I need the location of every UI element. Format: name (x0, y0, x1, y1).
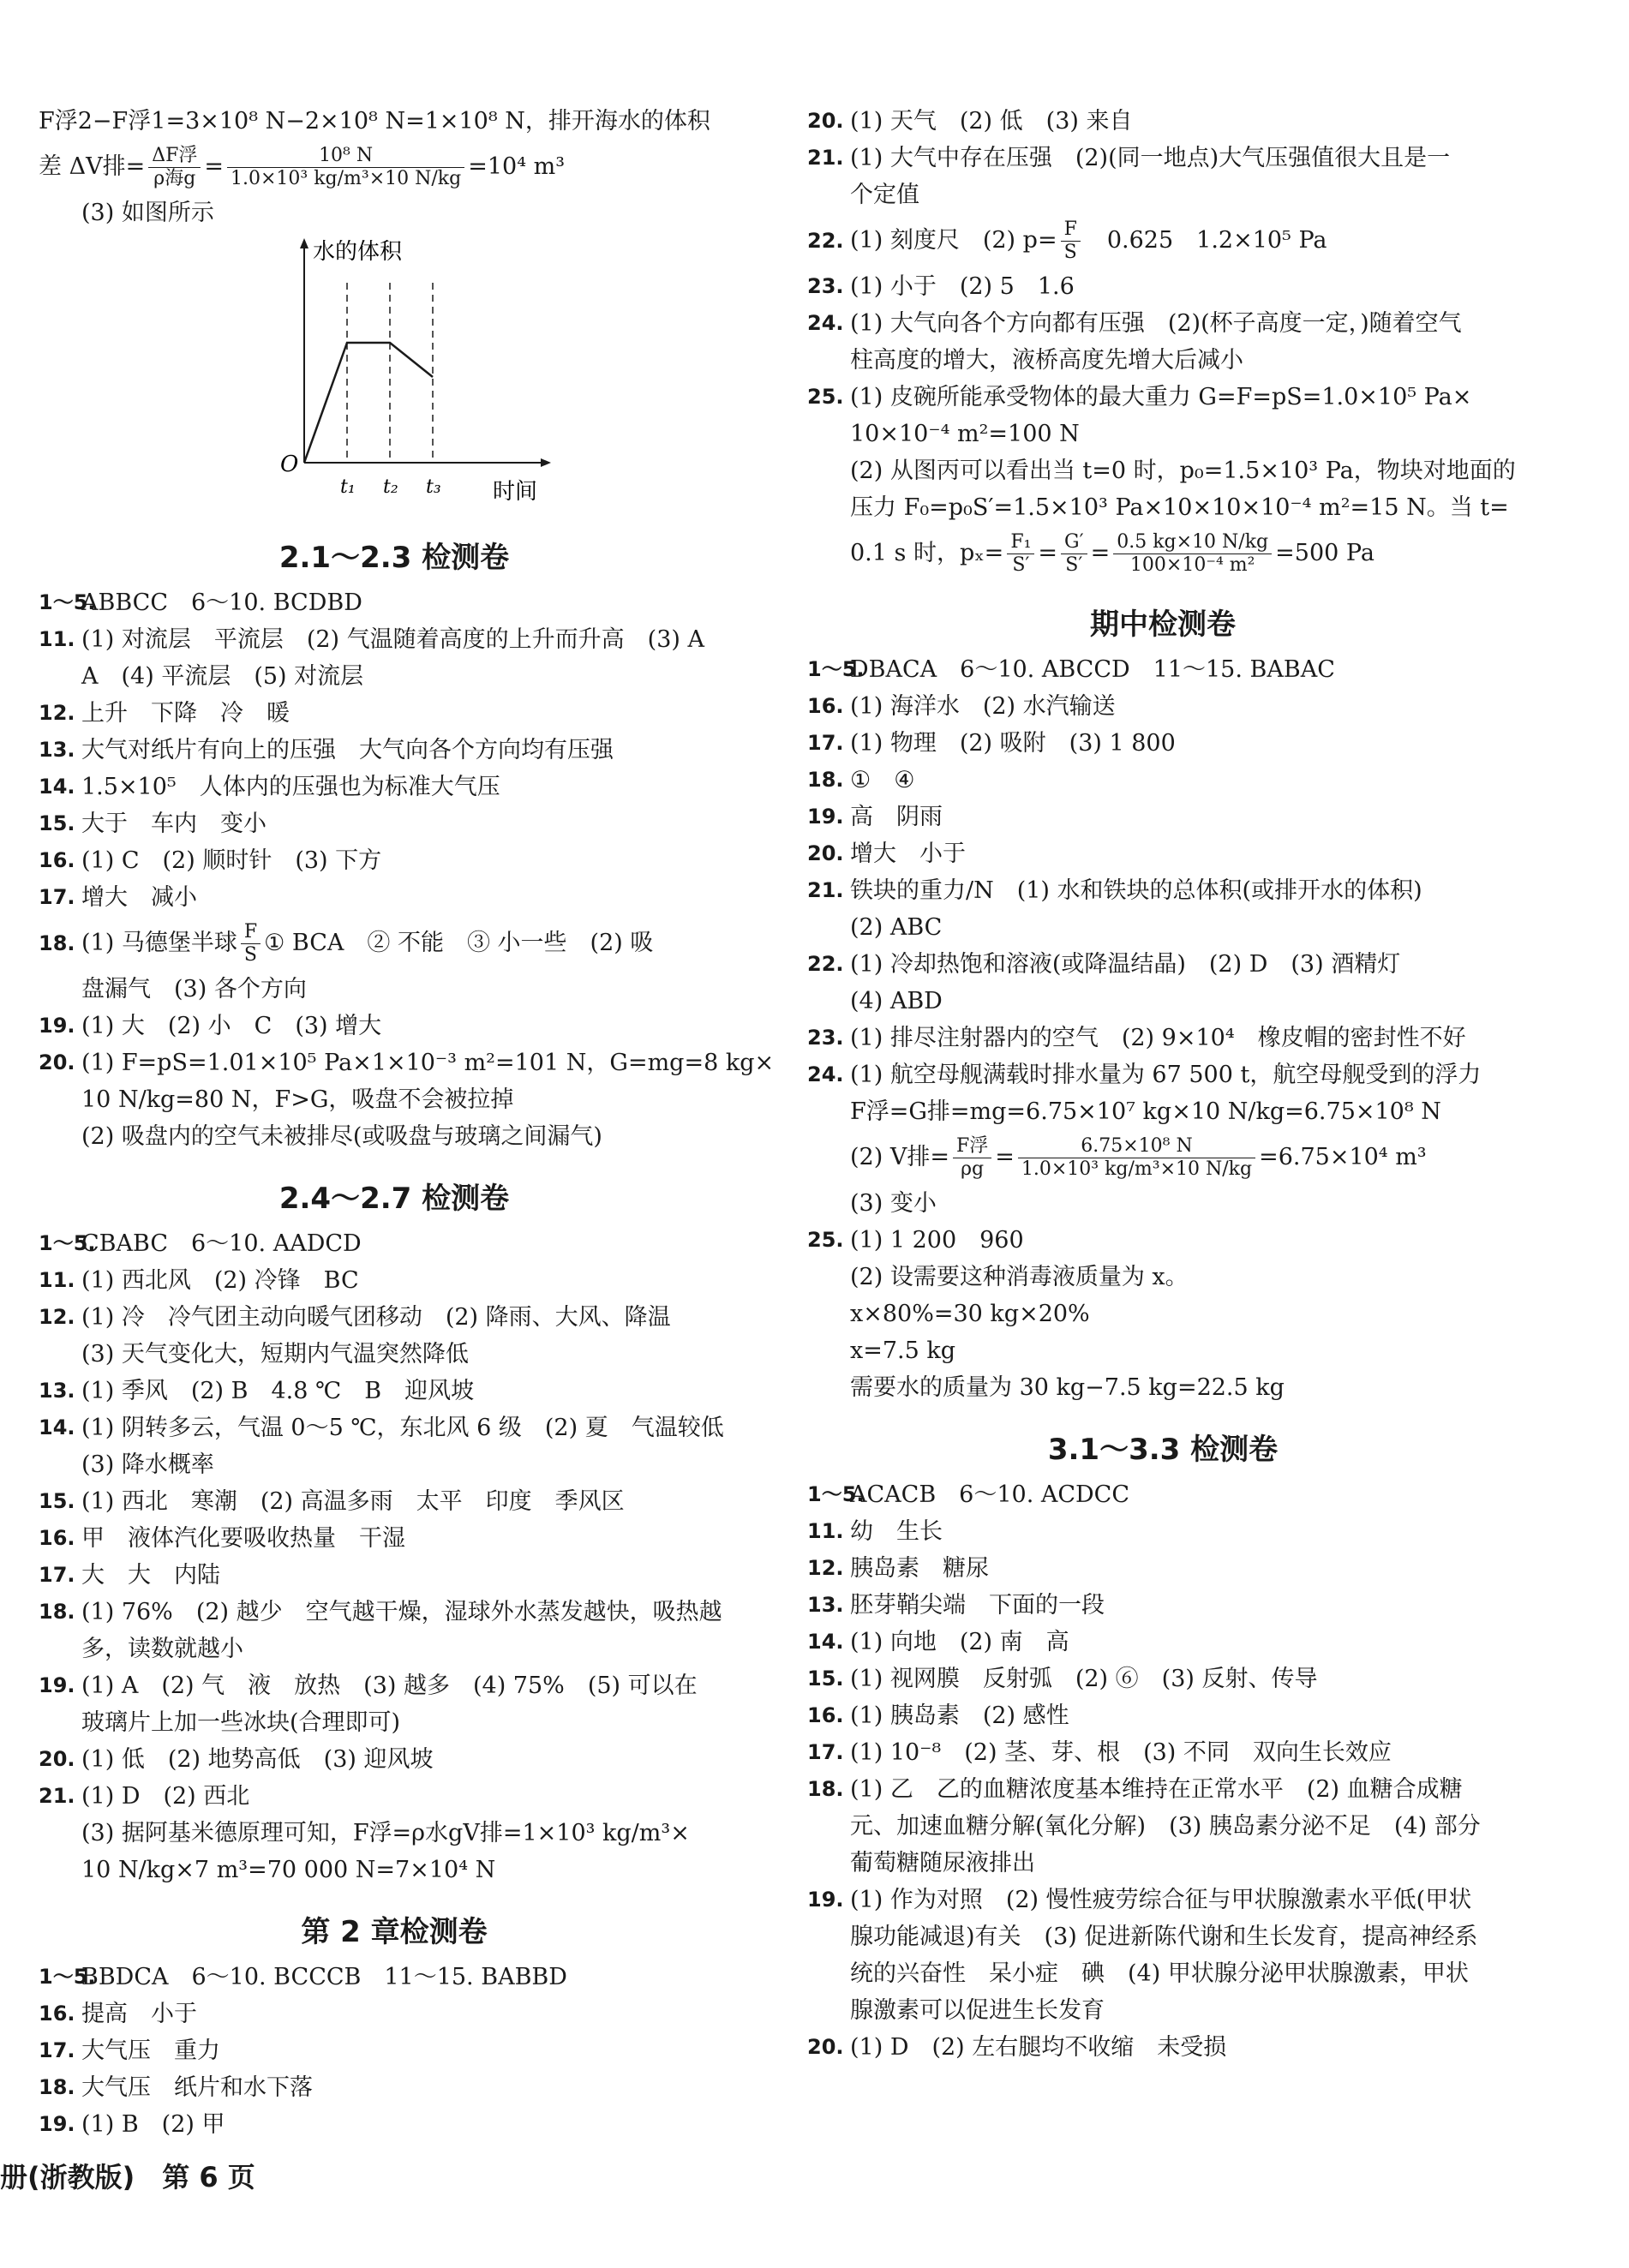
answer-item: 1～5. BBDCA 6～10. BCCCB 11～15. BABBD (39, 1964, 567, 1990)
answer-item: 17. 大 大 内陆 (39, 1562, 220, 1589)
answer-item: 19. (1) 作为对照 (2) 慢性疲劳综合征与甲状腺激素水平低(甲状 腺功能减退)有关 (3) 促进新陈代谢和生长发育，提高神经系 统的兴奋性 呆小症 碘 (4) 甲状腺分泌甲状腺激素，甲状 腺激素可以促进生长发育 (807, 1887, 1478, 2024)
answer-item: 19. (1) 大 (2) 小 C (3) 增大 (39, 1013, 382, 1039)
answer-item: 11. 幼 生长 (807, 1518, 943, 1545)
section-title: 期中检测卷 (1090, 607, 1236, 642)
answer-item: 16. (1) 海洋水 (2) 水汽输送 (807, 693, 1116, 720)
section-title: 3.1～3.3 检测卷 (1047, 1433, 1279, 1467)
answer-item: 23. (1) 小于 (2) 5 1.6 (807, 273, 1075, 300)
water-volume-graph (39, 231, 750, 514)
delta-v-equation: 差 ΔV排= $\frac{\text{ΔF浮}}{\text{ρ海g}}$ = $\frac{\text{10⁸ N}}{\text{1.0×10³ kg/m³×10 N/kg}}$ =10⁴ m³ (39, 145, 566, 189)
answer-item: 24. (1) 大气向各个方向都有压强 (2)(杯子高度一定，)随着空气 柱高度的增大，液桥高度先增大后减小 (807, 310, 1462, 374)
answer-item: 15. (1) 西北 寒潮 (2) 高温多雨 太平 印度 季风区 (39, 1488, 625, 1515)
answer-item: 25. (1) 皮碗所能承受物体的最大重力 G=F=pS=1.0×10⁵ Pa× 10×10⁻⁴ m²=100 N (2) 从图丙可以看出当 t=0 时，p₀=1.5×10³ Pa，物块对地面的 压力 F₀=p₀S′=1.5×10³ Pa×10×10×10⁻⁴ m²=15 N。当 t= (807, 384, 1516, 521)
section-chapter-2 (39, 1906, 750, 2143)
answer-item: 14. (1) 阴转多云，气温 0～5 ℃，东北风 6 级 (2) 夏 气温较低 (3) 降水概率 (39, 1415, 724, 1478)
answer-item: 18. (1) 76% (2) 越少 空气越干燥，湿球外水蒸发越快，吸热越 多，读数就越小 (39, 1599, 722, 1662)
answer-item-24-volume: (2) V排= $\frac{\text{F浮}}{\rho g}$ = $\frac{\text{6.75×10⁸ N}}{\text{1.0×10³ kg/m³×10 N/kg}}$ =6.75×10⁴ m³ (850, 1135, 1427, 1180)
volume-curve (304, 343, 433, 463)
answer-item: 14. (1) 向地 (2) 南 高 (807, 1629, 1069, 1655)
answer-item: 19. 高 阴雨 (807, 804, 943, 830)
answer-item: 12. (1) 冷 冷气团主动向暖气团移动 (2) 降雨、大风、降温 (3) 天气变化大，短期内气温突然降低 (39, 1304, 671, 1367)
answer-item: 17. 增大 减小 (39, 884, 197, 911)
section-3-1-3-3 (807, 1423, 1518, 2066)
answer-item: 17. (1) 10⁻⁸ (2) 茎、芽、根 (3) 不同 双向生长效应 (807, 1739, 1392, 1766)
answer-item: 20. (1) 天气 (2) 低 (3) 来自 (807, 108, 1133, 135)
answer-item: 17. 大气压 重力 (39, 2038, 220, 2064)
y-axis-arrow (300, 238, 308, 248)
answer-item: 1～5. ACACB 6～10. ACDCC (807, 1481, 1129, 1508)
answer-item: 11. (1) 西北风 (2) 冷锋 BC (39, 1267, 359, 1294)
answer-item: 16. 提高 小于 (39, 2001, 197, 2027)
answer-item: 13. 大气对纸片有向上的压强 大气向各个方向均有压强 (39, 737, 614, 763)
answer-item: 16. (1) 胰岛素 (2) 感性 (807, 1702, 1069, 1729)
answer-item: 16. 甲 液体汽化要吸收热量 干湿 (39, 1525, 405, 1552)
answer-item: 20. (1) F=pS=1.01×10⁵ Pa×1×10⁻³ m²=101 N，G=mg=8 kg× 10 N/kg=80 N，F>G，吸盘不会被拉掉 (2) 吸盘内的空气未被排尽(或吸盘与玻璃之间漏气) (39, 1050, 775, 1150)
answer-item: 25. (1) 1 200 960 (2) 设需要这种消毒液质量为 x。 x×80%=30 kg×20% x=7.5 kg 需要水的质量为 30 kg−7.5 kg=22.5 kg (807, 1227, 1285, 1401)
answer-item: 1～5. DBACA 6～10. ABCCD 11～15. BABAC (807, 656, 1335, 683)
answer-item: 11. (1) 对流层 平流层 (2) 气温随着高度的上升而升高 (3) A A (4) 平流层 (5) 对流层 (39, 626, 704, 690)
answer-item-24-end: (3) 变小 (850, 1190, 937, 1217)
section-title: 2.1～2.3 检测卷 (278, 541, 510, 575)
answer-item: 16. (1) C (2) 顺时针 (3) 下方 (39, 847, 382, 874)
answer-item: 13. (1) 季风 (2) B 4.8 ℃ B 迎风坡 (39, 1378, 475, 1404)
answer-item-25-formula: 0.1 s 时，pₓ= $\frac{\text{F₁}}{S'}$ = $\frac{G'}{S'}$ = $\frac{0.5 kg\times 10 N/kg}{\text{100×10⁻⁴ m²}}$ =500 Pa (850, 531, 1374, 576)
intro-line-1: F浮2−F浮1=3×10⁸ N−2×10⁸ N=1×10⁸ N，排开海水的体积 (39, 108, 710, 135)
answer-item: 19. (1) B (2) 甲 (39, 2111, 225, 2138)
graph-svg (278, 231, 570, 514)
section-title: 第 2 章检测卷 (301, 1915, 488, 1949)
left-column (39, 103, 775, 2143)
answer-item: 18. ① ④ (807, 767, 915, 793)
answer-item: 19. (1) A (2) 气 液 放热 (3) 越多 (4) 75% (5) 可以在 玻璃片上加一些冰块(合理即可) (39, 1673, 698, 1736)
answer-item: 20. (1) D (2) 左右腿均不收缩 未受损 (807, 2034, 1227, 2061)
answer-item: 12. 上升 下降 冷 暖 (39, 700, 290, 727)
answer-item-18: 18. (1) 马德堡半球 $\frac{F}{S}$ ① BCA ② 不能 ③ 小一些 (2) 吸 (39, 921, 654, 966)
right-column (807, 103, 1518, 2066)
page-footer: 册(浙教版) 第 6 页 (0, 2161, 255, 2193)
answer-item: 20. (1) 低 (2) 地势高低 (3) 迎风坡 (39, 1746, 434, 1773)
answer-item: 15. (1) 视网膜 反射弧 (2) ⑥ (3) 反射、传导 (807, 1666, 1318, 1692)
answer-item: 1～5. ABBCC 6～10. BCDBD (39, 589, 362, 616)
x-axis-arrow (541, 458, 551, 467)
answer-item: 13. 胚芽鞘尖端 下面的一段 (807, 1592, 1105, 1619)
answer-item: 15. 大于 车内 变小 (39, 811, 267, 837)
section-2-4-2-7 (39, 1172, 750, 1888)
y-label: 水的体积 (313, 239, 403, 265)
section-2-1-2-3 (39, 531, 775, 1155)
t1-label: t₁ (340, 476, 356, 498)
answer-item-22: 22. (1) 刻度尺 (2) p= $\frac{F}{S}$ 0.625 1.2×10⁵ Pa (807, 218, 1327, 263)
section-midterm (807, 598, 1518, 1406)
answer-item: 12. 胰岛素 糖尿 (807, 1555, 989, 1582)
t3-label: t₃ (426, 476, 441, 498)
intro-line-2: (3) 如图所示 (81, 200, 214, 226)
section-title: 2.4～2.7 检测卷 (278, 1182, 510, 1216)
answer-item: 21. (1) D (2) 西北 (3) 据阿基米德原理可知，F浮=ρ水gV排=1×10³ kg/m³× 10 N/kg×7 m³=70 000 N=7×10⁴ N (39, 1783, 690, 1883)
answer-item: 21. 铁块的重力/N (1) 水和铁块的总体积(或排开水的体积) (2) ABC (807, 877, 1422, 941)
answer-item: 22. (1) 冷却热饱和溶液(或降温结晶) (2) D (3) 酒精灯 (4) ABD (807, 951, 1401, 1014)
answer-item: 23. (1) 排尽注射器内的空气 (2) 9×10⁴ 橡皮帽的密封性不好 (807, 1025, 1466, 1051)
t2-label: t₂ (383, 476, 398, 498)
answer-item: 24. (1) 航空母舰满载时排水量为 67 500 t，航空母舰受到的浮力 F浮=G排=mg=6.75×10⁷ kg×10 N/kg=6.75×10⁸ N (807, 1062, 1482, 1125)
answer-item: 18. (1) 乙 乙的血糖浓度基本维持在正常水平 (2) 血糖合成糖 元、加速血糖分解(氧化分解) (3) 胰岛素分泌不足 (4) 部分 葡萄糖随尿液排出 (807, 1776, 1481, 1876)
answer-item: 18. 大气压 纸片和水下落 (39, 2074, 313, 2101)
x-label: 时间 (493, 479, 538, 505)
answer-item: 17. (1) 物理 (2) 吸附 (3) 1 800 (807, 730, 1176, 757)
answer-item: 1～5. CBABC 6～10. AADCD (39, 1230, 362, 1257)
answer-item: 20. 增大 小于 (807, 841, 966, 867)
answer-item: 14. 1.5×10⁵ 人体内的压强也为标准大气压 (39, 774, 500, 800)
origin-label: O (280, 452, 299, 477)
answer-item-18-line2: 盘漏气 (3) 各个方向 (81, 976, 307, 1002)
answer-item: 21. (1) 大气中存在压强 (2)(同一地点)大气压强值很大且是一 个定值 (807, 145, 1451, 208)
